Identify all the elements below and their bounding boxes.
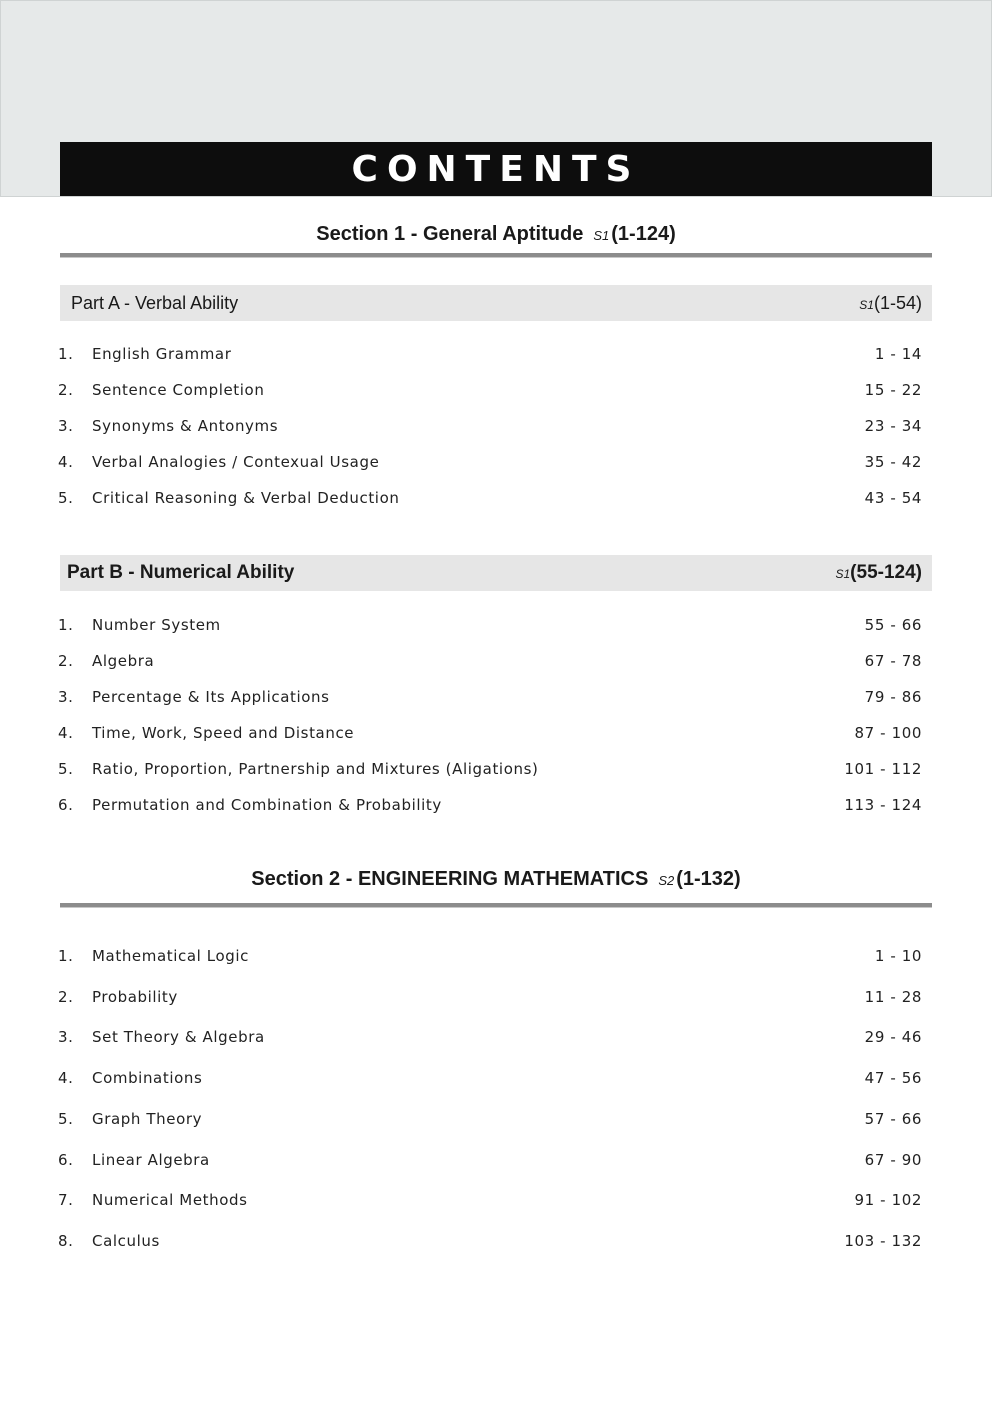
entry-title: Verbal Analogies / Contexual Usage (92, 453, 380, 471)
entry-pages: 47 - 56 (864, 1069, 922, 1087)
part-b-range-group (835, 562, 922, 584)
entry-title: Time, Work, Speed and Distance (92, 724, 355, 742)
page-title: CONTENTS (60, 142, 932, 196)
toc-entry[interactable] (58, 614, 922, 636)
entry-pages: 79 - 86 (864, 688, 922, 706)
entry-pages: 1 - 14 (874, 345, 922, 363)
entry-number: 3. (58, 1028, 74, 1046)
entry-title: Set Theory & Algebra (92, 1028, 265, 1046)
section-2-range: (1-132) (676, 868, 741, 890)
entry-title: Number System (92, 616, 221, 634)
entry-number: 1. (58, 947, 74, 965)
entry-number: 7. (58, 1191, 74, 1209)
toc-entry[interactable] (58, 758, 922, 780)
entry-number: 4. (58, 724, 74, 742)
entry-pages: 87 - 100 (854, 724, 922, 742)
entry-title: Synonyms & Antonyms (92, 417, 279, 435)
entry-title: Linear Algebra (92, 1151, 210, 1169)
entry-number: 1. (58, 616, 74, 634)
entry-pages: 67 - 90 (864, 1151, 922, 1169)
entry-title: Critical Reasoning & Verbal Deduction (92, 489, 400, 507)
entry-title: Permutation and Combination & Probability (92, 796, 442, 814)
toc-entry[interactable] (58, 1189, 922, 1211)
toc-entry[interactable] (58, 451, 922, 473)
entry-title: Calculus (92, 1232, 160, 1250)
toc-entry[interactable] (58, 794, 922, 816)
entry-pages: 11 - 28 (864, 988, 922, 1006)
entry-number: 2. (58, 988, 74, 1006)
toc-entry[interactable] (58, 379, 922, 401)
entry-title: Numerical Methods (92, 1191, 248, 1209)
entry-number: 3. (58, 688, 74, 706)
entry-pages: 67 - 78 (864, 652, 922, 670)
part-a-range: (1-54) (873, 292, 922, 313)
entry-pages: 1 - 10 (874, 947, 922, 965)
part-a-header (60, 285, 932, 321)
entry-title: English Grammar (92, 345, 232, 363)
section-1-heading (60, 223, 932, 246)
toc-entry[interactable] (58, 487, 922, 509)
part-b-code: S1 (835, 567, 851, 581)
entry-title: Mathematical Logic (92, 947, 249, 965)
part-a-code: S1 (859, 297, 874, 312)
entry-title: Algebra (92, 652, 155, 670)
toc-entry[interactable] (58, 686, 922, 708)
entry-title: Sentence Completion (92, 381, 265, 399)
section-1-code: S1 (593, 228, 610, 243)
toc-entry[interactable] (58, 1149, 922, 1171)
entry-pages: 35 - 42 (864, 453, 922, 471)
entry-pages: 101 - 112 (844, 760, 922, 778)
entry-number: 6. (58, 796, 74, 814)
section-2-code: S2 (658, 873, 675, 888)
entry-number: 5. (58, 1110, 74, 1128)
entry-pages: 113 - 124 (844, 796, 922, 814)
toc-entry[interactable] (58, 650, 922, 672)
entry-title: Combinations (92, 1069, 203, 1087)
toc-entry[interactable] (58, 415, 922, 437)
entry-pages: 15 - 22 (864, 381, 922, 399)
entry-pages: 43 - 54 (864, 489, 922, 507)
entry-number: 3. (58, 417, 74, 435)
section-2-rule (60, 903, 932, 908)
entry-number: 8. (58, 1232, 74, 1250)
toc-entry[interactable] (58, 1026, 922, 1048)
part-b-header (60, 555, 932, 591)
entry-pages: 23 - 34 (864, 417, 922, 435)
toc-entry[interactable] (58, 986, 922, 1008)
section-2-heading (60, 868, 932, 891)
entry-number: 6. (58, 1151, 74, 1169)
entry-number: 1. (58, 345, 74, 363)
part-b-title: Part B - Numerical Ability (67, 562, 295, 583)
section-1-title: Section 1 - General Aptitude (316, 223, 584, 245)
entry-number: 2. (58, 652, 74, 670)
section-1-rule (60, 253, 932, 258)
entry-pages: 57 - 66 (864, 1110, 922, 1128)
part-a-range-group (859, 293, 922, 314)
entry-number: 2. (58, 381, 74, 399)
toc-entry[interactable] (58, 343, 922, 365)
entry-number: 4. (58, 1069, 74, 1087)
entry-pages: 91 - 102 (854, 1191, 922, 1209)
entry-number: 5. (58, 760, 74, 778)
entry-title: Probability (92, 988, 178, 1006)
toc-entry[interactable] (58, 722, 922, 744)
toc-entry[interactable] (58, 945, 922, 967)
part-b-range: (55-124) (850, 562, 922, 583)
entry-title: Graph Theory (92, 1110, 203, 1128)
section-1-range: (1-124) (611, 223, 676, 245)
entry-number: 4. (58, 453, 74, 471)
toc-entry[interactable] (58, 1108, 922, 1130)
entry-title: Percentage & Its Applications (92, 688, 330, 706)
entry-pages: 55 - 66 (864, 616, 922, 634)
entry-pages: 29 - 46 (864, 1028, 922, 1046)
part-a-title: Part A - Verbal Ability (71, 292, 239, 313)
entry-number: 5. (58, 489, 74, 507)
section-2-title: Section 2 - ENGINEERING MATHEMATICS (251, 868, 649, 890)
entry-title: Ratio, Proportion, Partnership and Mixtures (Aligations) (92, 760, 539, 778)
toc-entry[interactable] (58, 1067, 922, 1089)
entry-pages: 103 - 132 (844, 1232, 922, 1250)
toc-entry[interactable] (58, 1230, 922, 1252)
